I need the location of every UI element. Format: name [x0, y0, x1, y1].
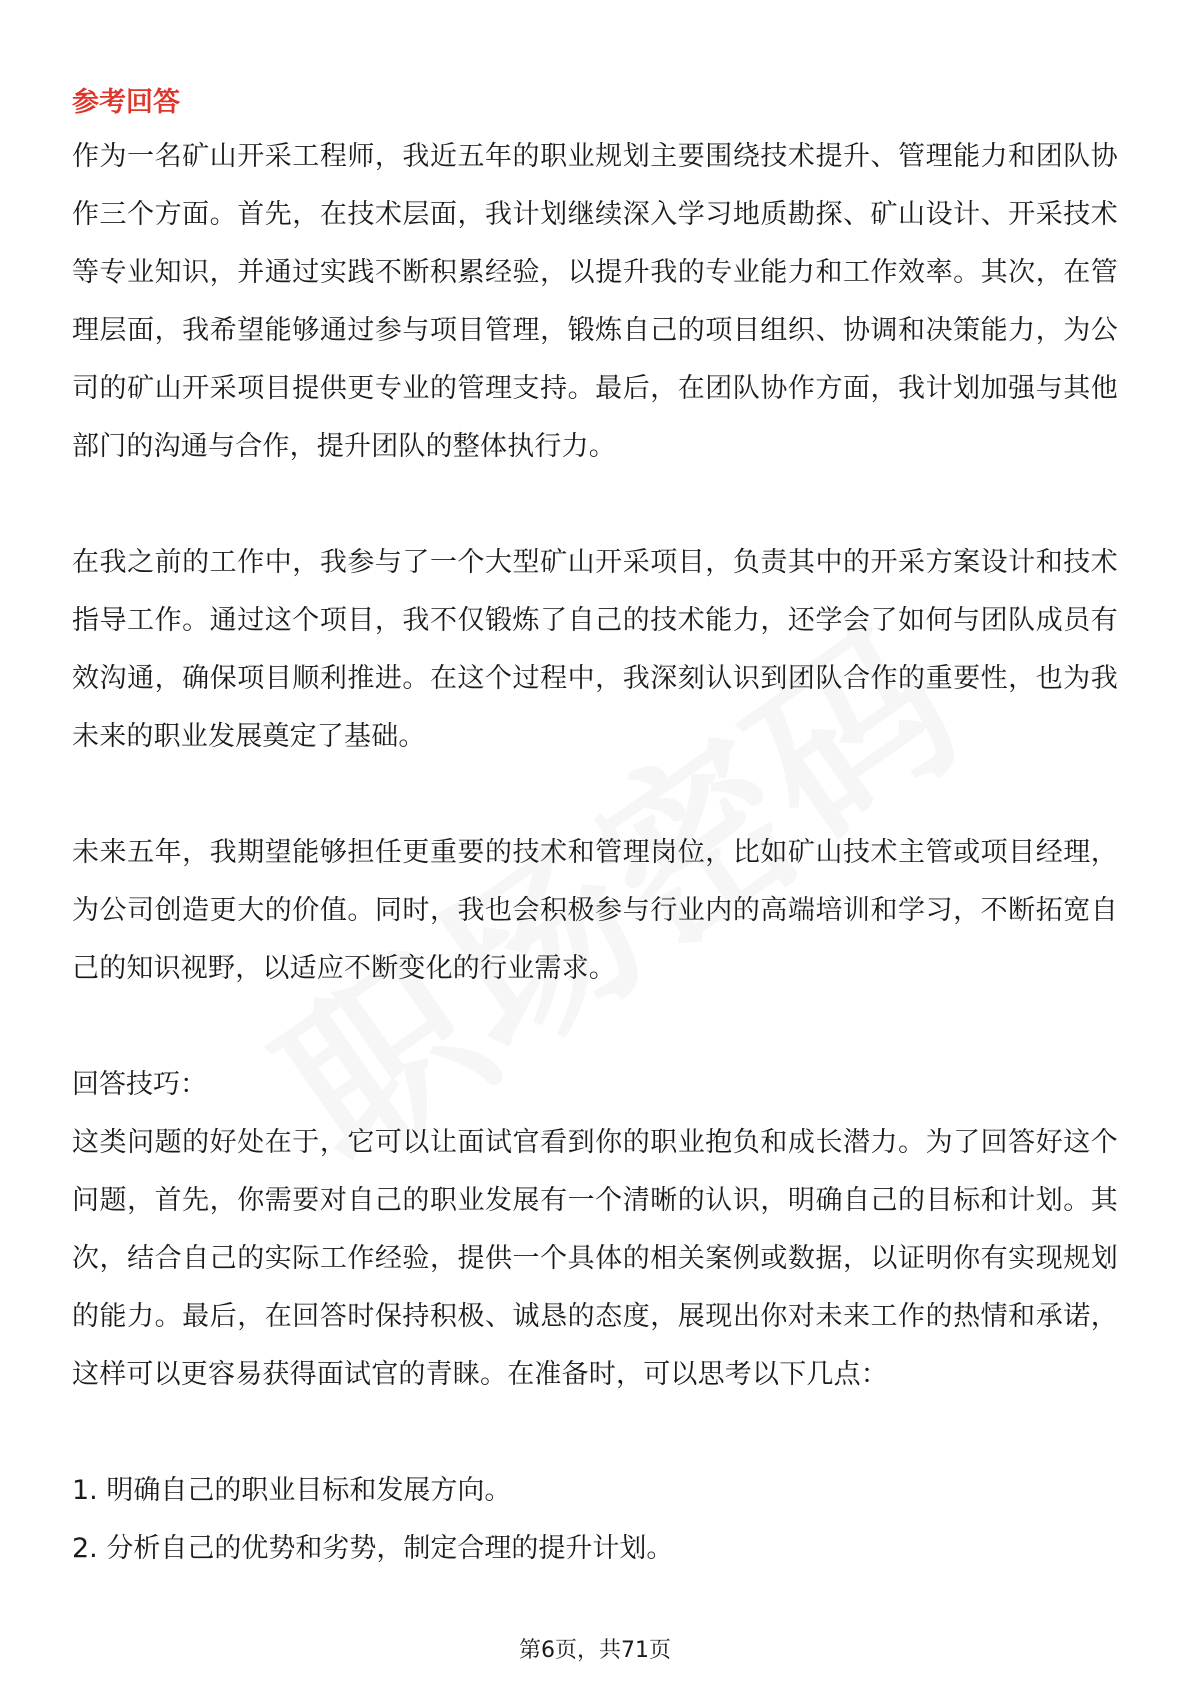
answer-paragraph-3: 未来五年，我期望能够担任更重要的技术和管理岗位，比如矿山技术主管或项目经理，为公司创造更大的价值。同时，我也会积极参与行业内的高端培训和学习，不断拓宽自己的知识视野，以适应不断变化的行业需求。 — [72, 837, 1118, 984]
list-item: 1. 明确自己的职业目标和发展方向。 — [72, 1475, 512, 1506]
page-content — [72, 78, 1118, 1578]
paragraph-gap — [72, 998, 1118, 1056]
paragraph-gap — [72, 476, 1118, 534]
answer-paragraph-1: 作为一名矿山开采工程师，我近五年的职业规划主要围绕技术提升、管理能力和团队协作三个方面。首先，在技术层面，我计划继续深入学习地质勘探、矿山设计、开采技术等专业知识，并通过实践不断积累经验，以提升我的专业能力和工作效率。其次，在管理层面，我希望能够通过参与项目管理，锻炼自己的项目组织、协调和决策能力，为公司的矿山开采项目提供更专业的管理支持。最后，在团队协作方面，我计划加强与其他部门的沟通与合作，提升团队的整体执行力。 — [72, 141, 1118, 462]
paragraph-gap — [72, 1404, 1118, 1462]
section-title: 参考回答 — [72, 87, 180, 118]
page-footer: 第6页，共71页 — [519, 1638, 671, 1663]
paragraph-gap — [72, 766, 1118, 824]
answer-paragraph-2: 在我之前的工作中，我参与了一个大型矿山开采项目，负责其中的开采方案设计和技术指导工作。通过这个项目，我不仅锻炼了自己的技术能力，还学会了如何与团队成员有效沟通，确保项目顺利推进。在这个过程中，我深刻认识到团队合作的重要性，也为我未来的职业发展奠定了基础。 — [72, 547, 1118, 752]
tips-label: 回答技巧： — [72, 1069, 207, 1100]
list-item: 2. 分析自己的优势和劣势，制定合理的提升计划。 — [72, 1533, 674, 1564]
tips-paragraph: 这类问题的好处在于，它可以让面试官看到你的职业抱负和成长潜力。为了回答好这个问题，首先，你需要对自己的职业发展有一个清晰的认识，明确自己的目标和计划。其次，结合自己的实际工作经验，提供一个具体的相关案例或数据，以证明你有实现规划的能力。最后，在回答时保持积极、诚恳的态度，展现出你对未来工作的热情和承诺，这样可以更容易获得面试官的青睐。在准备时，可以思考以下几点： — [72, 1127, 1118, 1390]
